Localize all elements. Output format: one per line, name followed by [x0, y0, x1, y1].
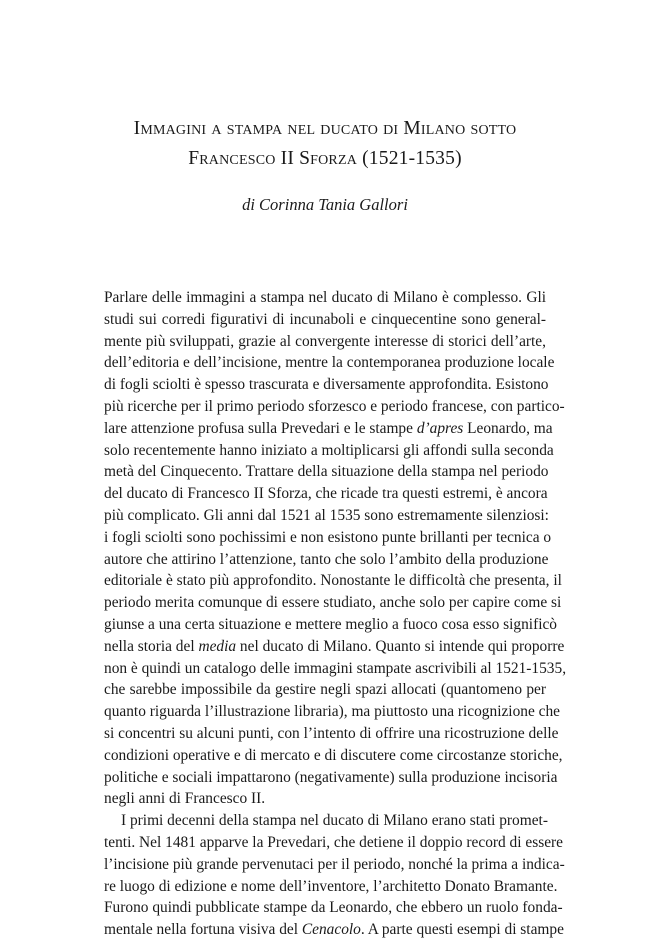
text-line: I primi decenni della stampa nel ducato di Milano erano stati promet-: [121, 812, 548, 830]
text-line: negli anni di Francesco II.: [104, 790, 266, 808]
text-line: solo recentemente hanno iniziato a moltiplicarsi gli affondi sulla seconda: [104, 441, 554, 459]
text-line: mente più sviluppati, grazie al convergente interesse di storici dell’arte,: [104, 332, 546, 350]
text-line: del ducato di Francesco II Sforza, che ricade tra questi estremi, è ancora: [104, 485, 548, 503]
title-line-1: Immagini a stampa nel ducato di Milano sotto: [133, 118, 517, 139]
text-line: re luogo di edizione e nome dell’inventore, l’architetto Donato Bramante.: [104, 877, 558, 895]
text-line: più complicato. Gli anni dal 1521 al 1535 sono estremamente silenziosi:: [104, 506, 549, 524]
article-title: [60, 114, 590, 174]
text-segment: nel ducato di Milano. Quanto si intende qui proporre: [236, 637, 565, 655]
text-line: quanto riguarda l’illustrazione libraria), ma piuttosto una ricognizione che: [104, 703, 561, 721]
text-line: l’incisione più grande pervenutaci per il periodo, nonché la prima a indica-: [104, 855, 565, 873]
text-line: di fogli sciolti è spesso trascurata e diversamente approfondita. Esistono: [104, 376, 549, 394]
text-line: condizioni operative e di mercato e di discutere come circostanze storiche,: [104, 746, 563, 764]
text-line: [104, 919, 564, 941]
text-line: [104, 636, 565, 658]
text-line: più ricerche per il primo periodo sforzesco e periodo francese, con partico-: [104, 397, 565, 415]
text-line: autore che attirino l’attenzione, tanto che solo l’ambito della produzione: [104, 550, 549, 568]
text-segment: Leonardo, ma: [463, 419, 553, 437]
paragraph-1: [104, 287, 567, 810]
text-line: [104, 418, 553, 440]
text-line: Parlare delle immagini a stampa nel ducato di Milano è complesso. Gli: [104, 289, 546, 306]
text-line: studi sui corredi figurativi di incunaboli e cinquecentine sono general-: [104, 310, 546, 328]
author-byline: di Corinna Tania Gallori: [242, 195, 408, 214]
text-line: i fogli sciolti sono pochissimi e non esistono punte brillanti per tecnica o: [104, 528, 552, 546]
italic-term: Cenacolo: [301, 921, 361, 939]
text-line: si concentri su alcuni punti, con l’intento di offrire una ricostruzione delle: [104, 724, 559, 742]
text-line: editoriale è stato più approfondito. Nonostante le difficoltà che presenta, il: [104, 572, 562, 590]
paragraph-2: [104, 810, 565, 941]
text-line: che sarebbe impossibile da gestire negli spazi allocati (quantomeno per: [104, 681, 546, 699]
text-segment: . A parte questi esempi di stampe: [360, 921, 564, 939]
italic-term: d’apres: [416, 419, 464, 437]
text-segment: nella storia del: [104, 637, 199, 655]
text-segment: mentale nella fortuna visiva del: [104, 921, 302, 939]
text-line: Furono quindi pubblicate stampe da Leonardo, che ebbero un ruolo fonda-: [104, 899, 563, 917]
article-body: [104, 287, 567, 941]
text-line: periodo merita comunque di essere studiato, anche solo per capire come si: [104, 594, 562, 612]
text-line: metà del Cinquecento. Trattare della situazione della stampa nel periodo: [104, 463, 549, 481]
text-segment: lare attenzione profusa sulla Prevedari e le stampe: [104, 419, 417, 437]
text-line: non è quindi un catalogo delle immagini stampate ascrivibili al 1521-1535,: [104, 659, 567, 677]
text-line: dell’editoria e dell’incisione, mentre la contemporanea produzione locale: [104, 354, 555, 372]
title-line-2: Francesco II Sforza (1521-1535): [188, 148, 462, 169]
text-line: giunse a una certa situazione e mettere meglio a fuoco cosa esso significò: [104, 615, 558, 633]
text-line: politiche e sociali impattarono (negativamente) sulla produzione incisoria: [104, 768, 558, 786]
italic-term: media: [198, 637, 237, 655]
text-line: tenti. Nel 1481 apparve la Prevedari, che detiene il doppio record di essere: [104, 833, 563, 851]
